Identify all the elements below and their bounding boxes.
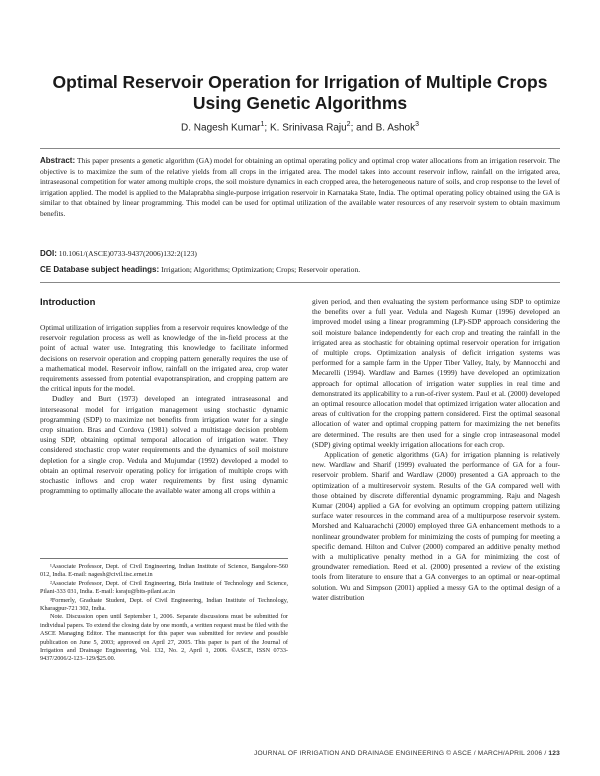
subject-headings bbox=[40, 265, 560, 274]
author-separator: ; bbox=[264, 122, 270, 134]
author-name: D. Nagesh Kumar bbox=[181, 122, 261, 134]
top-divider bbox=[40, 148, 560, 149]
subject-value: Irrigation; Algorithms; Optimization; Crops; Reservoir operation. bbox=[161, 265, 361, 274]
footnote: ³Formerly, Graduate Student, Dept. of Civil Engineering, Indian Institute of Technology, Kharagpur-721 302, India. bbox=[40, 596, 288, 613]
header-divider bbox=[40, 282, 560, 283]
page-footer bbox=[254, 750, 560, 757]
body-paragraph: Application of genetic algorithms (GA) for irrigation planning is relatively new. Wardlaw and Sharif (1999) evaluated the performance of GA for a four-reservoir problem. Sharif and Wardlaw (2000) presented a GA approach to the optimization of a multireservoir system. Results of the GA compared well with those obtained by discrete differential dynamic programming. Raju and Nagesh Kumar (2004) applied a GA for evolving an optimum cropping pattern utilizing surface water resources in the command area of a multipurpose reservoir system. Morshed and Kaluarachchi (2000) employed three GA enhancement methods to a nonlinear groundwater problem for minimizing the costs of pumping for meeting a specific demand. Hilton and Culver (2000) compared an additive penalty method with a multiplicative penalty method in a GA for minimizing the cost of groundwater remediation. Reed et al. (2000) presented a review of the existing tools from literature to ensure that a GA converges to an optimal or near-optimal solution. Wu and Simpson (2001) applied a messy GA to the optimal design of a water distribution bbox=[312, 450, 560, 602]
author-mark: 1 bbox=[260, 121, 265, 128]
author-separator: ; and bbox=[350, 122, 376, 134]
abstract-text: This paper presents a genetic algorithm (GA) model for obtaining an optimal operating policy and optimal crop water allocations from an irrigation reservoir. The objective is to maximize the sum of the relative yields from all crops in the irrigated area. The model takes into account reservoir inflow, rainfall on the irrigated area, intraseasonal competition for water among multiple crops, the soil moisture dynamics in each cropped area, the heterogeneous nature of soils, and crop response to the level of irrigation applied. The model is applied to the Malaprabha single-purpose irrigation reservoir in Karnataka State, India. The optimal operating policy obtained using the GA is similar to that obtained by linear programming. This model can be used for optimal utilization of the available water resources of any reservoir system to obtain maximum benefits. bbox=[40, 156, 560, 218]
author-name: B. Ashok bbox=[375, 122, 416, 134]
doi-label: DOI: bbox=[40, 249, 57, 258]
footer-journal: JOURNAL OF IRRIGATION AND DRAINAGE ENGINEERING © ASCE / MARCH/APRIL 2006 / bbox=[253, 750, 549, 757]
author-line bbox=[30, 121, 570, 133]
footnote: Note. Discussion open until September 1, 2006. Separate discussions must be submitted for individual papers. To extend the closing date by one month, a written request must be filed with the ASCE Managing Editor. The manuscript for this paper was submitted for review and possible publication on June 5, 2003; approved on April 27, 2005. This paper is part of the Journal of Irrigation and Drainage Engineering, Vol. 132, No. 2, April 1, 2006. ©ASCE, ISSN 0733-9437/2006/2-123–129/$25.00. bbox=[40, 613, 288, 663]
doi-line bbox=[40, 249, 560, 258]
paper-title: Optimal Reservoir Operation for Irrigation of Multiple Crops Using Genetic Algorithms bbox=[52, 72, 548, 113]
body-paragraph: Dudley and Burt (1973) developed an integrated intraseasonal and interseasonal model for irrigation management using stochastic dynamic programming (SDP) to maximize net benefits from irrigation water for a single crop situation. Bras and Cordova (1981) solved a multistage decision problem using SDP, obtaining optimal temporal allocation of irrigation water. They considered stochastic crop water requirements and the dynamics of soil moisture depletion for a single crop. Vedula and Mujumdar (1992) developed a model to obtain an optimal reservoir operating policy for irrigation of multiple crops with stochastic inflows and crop water requirements by first using dynamic programming to optimally allocate the available water among all crops within a bbox=[40, 394, 288, 496]
footnotes bbox=[40, 563, 288, 664]
page-number: 123 bbox=[548, 750, 560, 757]
left-column bbox=[40, 323, 288, 496]
footnote: ¹Associate Professor, Dept. of Civil Engineering, Indian Institute of Science, Bangalore-560 012, India. E-mail: nagesh@civil.iisc.ernet.in bbox=[40, 563, 288, 579]
abstract-label: Abstract: bbox=[40, 156, 76, 165]
author-mark: 2 bbox=[346, 121, 351, 128]
doi-value[interactable]: 10.1061/(ASCE)0733-9437(2006)132:2(123) bbox=[58, 249, 197, 258]
body-paragraph: given period, and then evaluating the system performance using SDP to optimize the benefits over a full year. Vedula and Nagesh Kumar (1996) developed an improved model using a linear programming (LP)-SDP approach considering the soil moisture balance independently for each crop and treating the rainfall in the irrigated area as stochastic for obtaining optimal reservoir operation for irrigation of multiple crops. Optimization analysis of deficit irrigation systems was performed for a sample farm in the Upper Tiber Valley, Italy, by Mannocchi and Mecarelli (1994). Wardlaw and Barnes (1999) have developed an optimization approach for optimal allocation of irrigation water supplies in real time and demonstrated its applicability to a run-of-river system. Paul et al. (2000) developed an optimal resource allocation model that optimized irrigation water allocation and areas of cultivation for the cropping pattern considered. First the optimal seasonal allocation of water and optimal cropping pattern for maximizing the net benefits are determined. The results are then used for a single crop intraseasonal model (SDP) giving optimal weekly irrigation allocations for each crop. bbox=[312, 297, 560, 449]
body-paragraph: Optimal utilization of irrigation supplies from a reservoir requires knowledge of the reservoir regulation process as well as knowledge of the in-field process at the point of actual water use. Integrating this knowledge to facilitate informed decisions on reservoir operation and cropping pattern generally requires the use of a mathematical model. Reservoir inflow, rainfall on the irrigated area, crop water requirements assessed from potential evapotranspiration, and cropping pattern are the critical inputs for the model. bbox=[40, 323, 288, 394]
subject-label: CE Database subject headings: bbox=[40, 265, 160, 274]
right-column bbox=[312, 297, 560, 603]
footnote-divider bbox=[40, 558, 288, 559]
section-heading-introduction: Introduction bbox=[40, 297, 96, 308]
abstract-block bbox=[40, 156, 560, 220]
author-mark: 3 bbox=[415, 121, 419, 128]
author-name: K. Srinivasa Raju bbox=[269, 122, 347, 134]
footnote: ²Associate Professor, Dept. of Civil Engineering, Birla Institute of Technology and Science, Pilani-333 031, India. E-mail: ksraju@bits-pilani.ac.in bbox=[40, 579, 288, 596]
